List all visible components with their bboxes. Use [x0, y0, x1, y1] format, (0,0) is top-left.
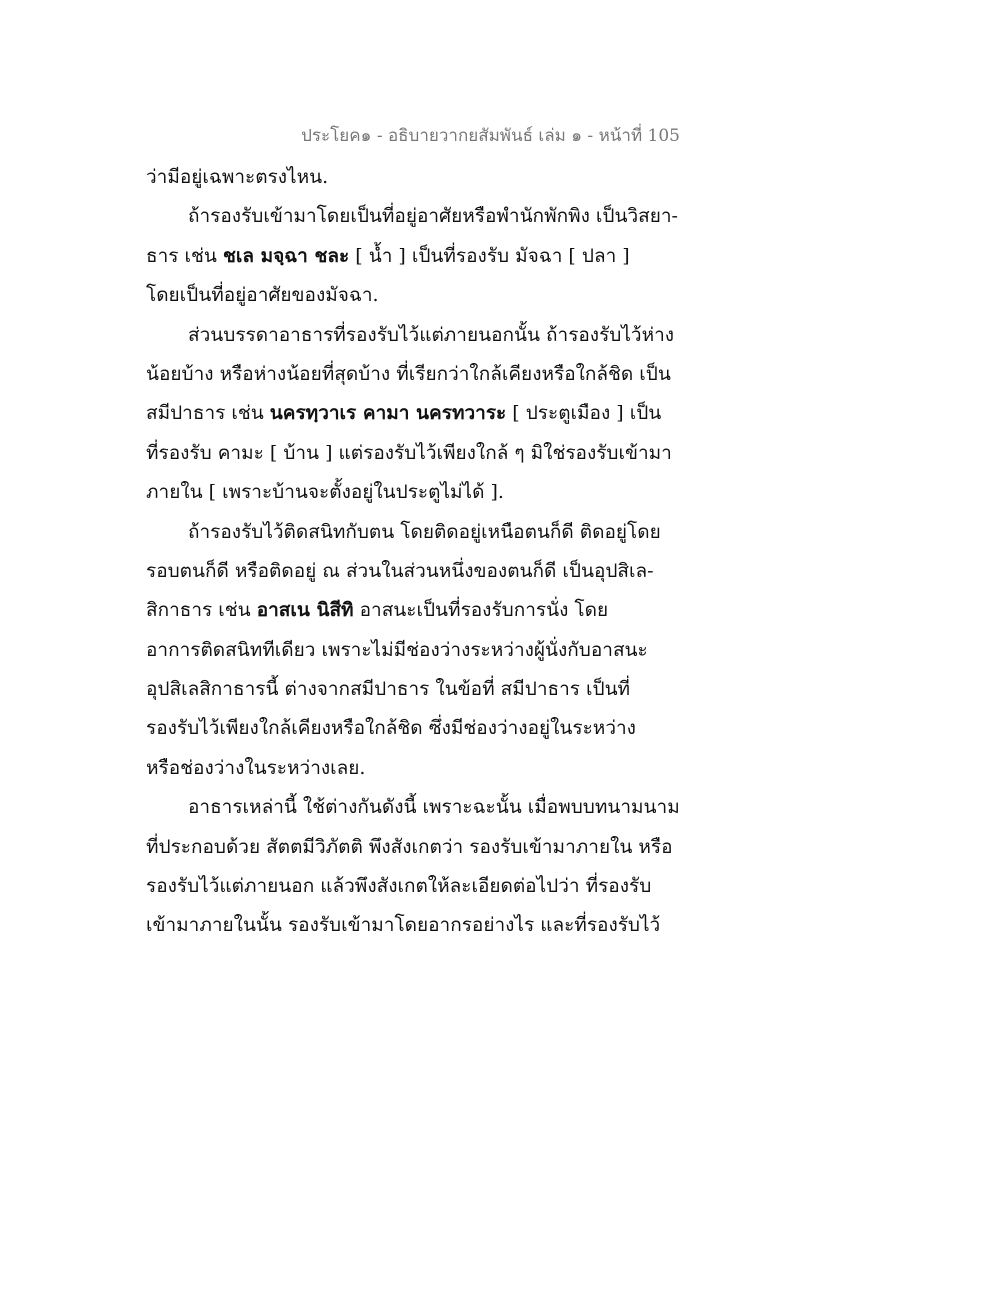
paragraph-start-line: อาธารเหล่านี้ ใช้ต่างกันดังนี้ เพราะฉะนั้น เมื่อพบบทนามนาม — [188, 796, 680, 819]
paragraph-start-line: ถ้ารองรับไว้ติดสนิทกับตน โดยติดอยู่เหนือตนก็ดี ติดอยู่โดย — [188, 520, 661, 543]
text-run: สมีปาธาร เช่น — [146, 402, 270, 425]
text-run: อาสนะเป็นที่รองรับการนั่ง โดย — [353, 599, 609, 622]
text-line: รอบตนก็ดี หรือติดอยู่ ณ ส่วนในส่วนหนึ่งของตนก็ดี เป็นอุปสิเล- — [146, 559, 654, 582]
text-line — [146, 237, 686, 276]
text-line: รองรับไว้แต่ภายนอก แล้วพึงสังเกตให้ละเอียดต่อไปว่า ที่รองรับ — [146, 875, 652, 898]
pali-example-bold: นครทฺวาเร คามา นครทวาระ — [269, 402, 507, 425]
running-header: ประโยค๑ - อธิบายวากยสัมพันธ์ เล่ม ๑ - หน้าที่ 105 — [301, 126, 680, 146]
text-line: อุปสิเลสิกาธารนี้ ต่างจากสมีปาธาร ในข้อที่ สมีปาธาร เป็นที่ — [146, 678, 631, 701]
text-run: สิกาธาร เช่น — [146, 599, 257, 622]
paragraph-start-line: ส่วนบรรดาอาธารที่รองรับไว้แต่ภายนอกนั้น ถ้ารองรับไว้ห่าง — [188, 323, 675, 346]
text-run: ธาร เช่น — [146, 244, 223, 267]
text-line: น้อยบ้าง หรือห่างน้อยที่สุดบ้าง ที่เรียกว่าใกล้เคียงหรือใกล้ชิด เป็น — [146, 362, 671, 385]
text-run: [ ประตูเมือง ] เป็น — [506, 402, 662, 425]
text-line: ภายใน [ เพราะบ้านจะตั้งอยู่ในประตูไม่ได้ ]. — [146, 481, 504, 504]
text-line: ว่ามีอยู่เฉพาะตรงไหน. — [146, 166, 329, 188]
text-line — [146, 591, 686, 630]
text-line: ที่รองรับ คามะ [ บ้าน ] แต่รองรับไว้เพียงใกล้ ๆ มิใช่รองรับเข้ามา — [146, 441, 672, 464]
text-line: โดยเป็นที่อยู่อาศัยของมัจฉา. — [146, 284, 379, 307]
text-line — [146, 394, 686, 433]
paragraph-start-line: ถ้ารองรับเข้ามาโดยเป็นที่อยู่อาศัยหรือพำนักพักพิง เป็นวิสยา- — [188, 205, 678, 228]
text-line: ที่ประกอบด้วย สัตตมีวิภัตติ พึงสังเกตว่า รองรับเข้ามาภายใน หรือ — [146, 835, 673, 858]
text-line: รองรับไว้เพียงใกล้เคียงหรือใกล้ชิด ซึ่งมีช่องว่างอยู่ในระหว่าง — [146, 717, 636, 740]
pali-example-bold: อาสเน นิสีทิ — [256, 599, 354, 622]
text-line: อาการติดสนิททีเดียว เพราะไม่มีช่องว่างระหว่างผู้นั่งกับอาสนะ — [146, 638, 648, 661]
body-text — [146, 158, 686, 946]
pali-example-bold: ชเล มจฺฉา ชละ — [222, 244, 350, 267]
text-run: [ น้ำ ] เป็นที่รองรับ มัจฉา [ ปลา ] — [349, 244, 630, 267]
text-line: หรือช่องว่างในระหว่างเลย. — [146, 756, 366, 779]
text-line: เข้ามาภายในนั้น รองรับเข้ามาโดยอากรอย่างไร และที่รองรับไว้ — [146, 914, 661, 937]
